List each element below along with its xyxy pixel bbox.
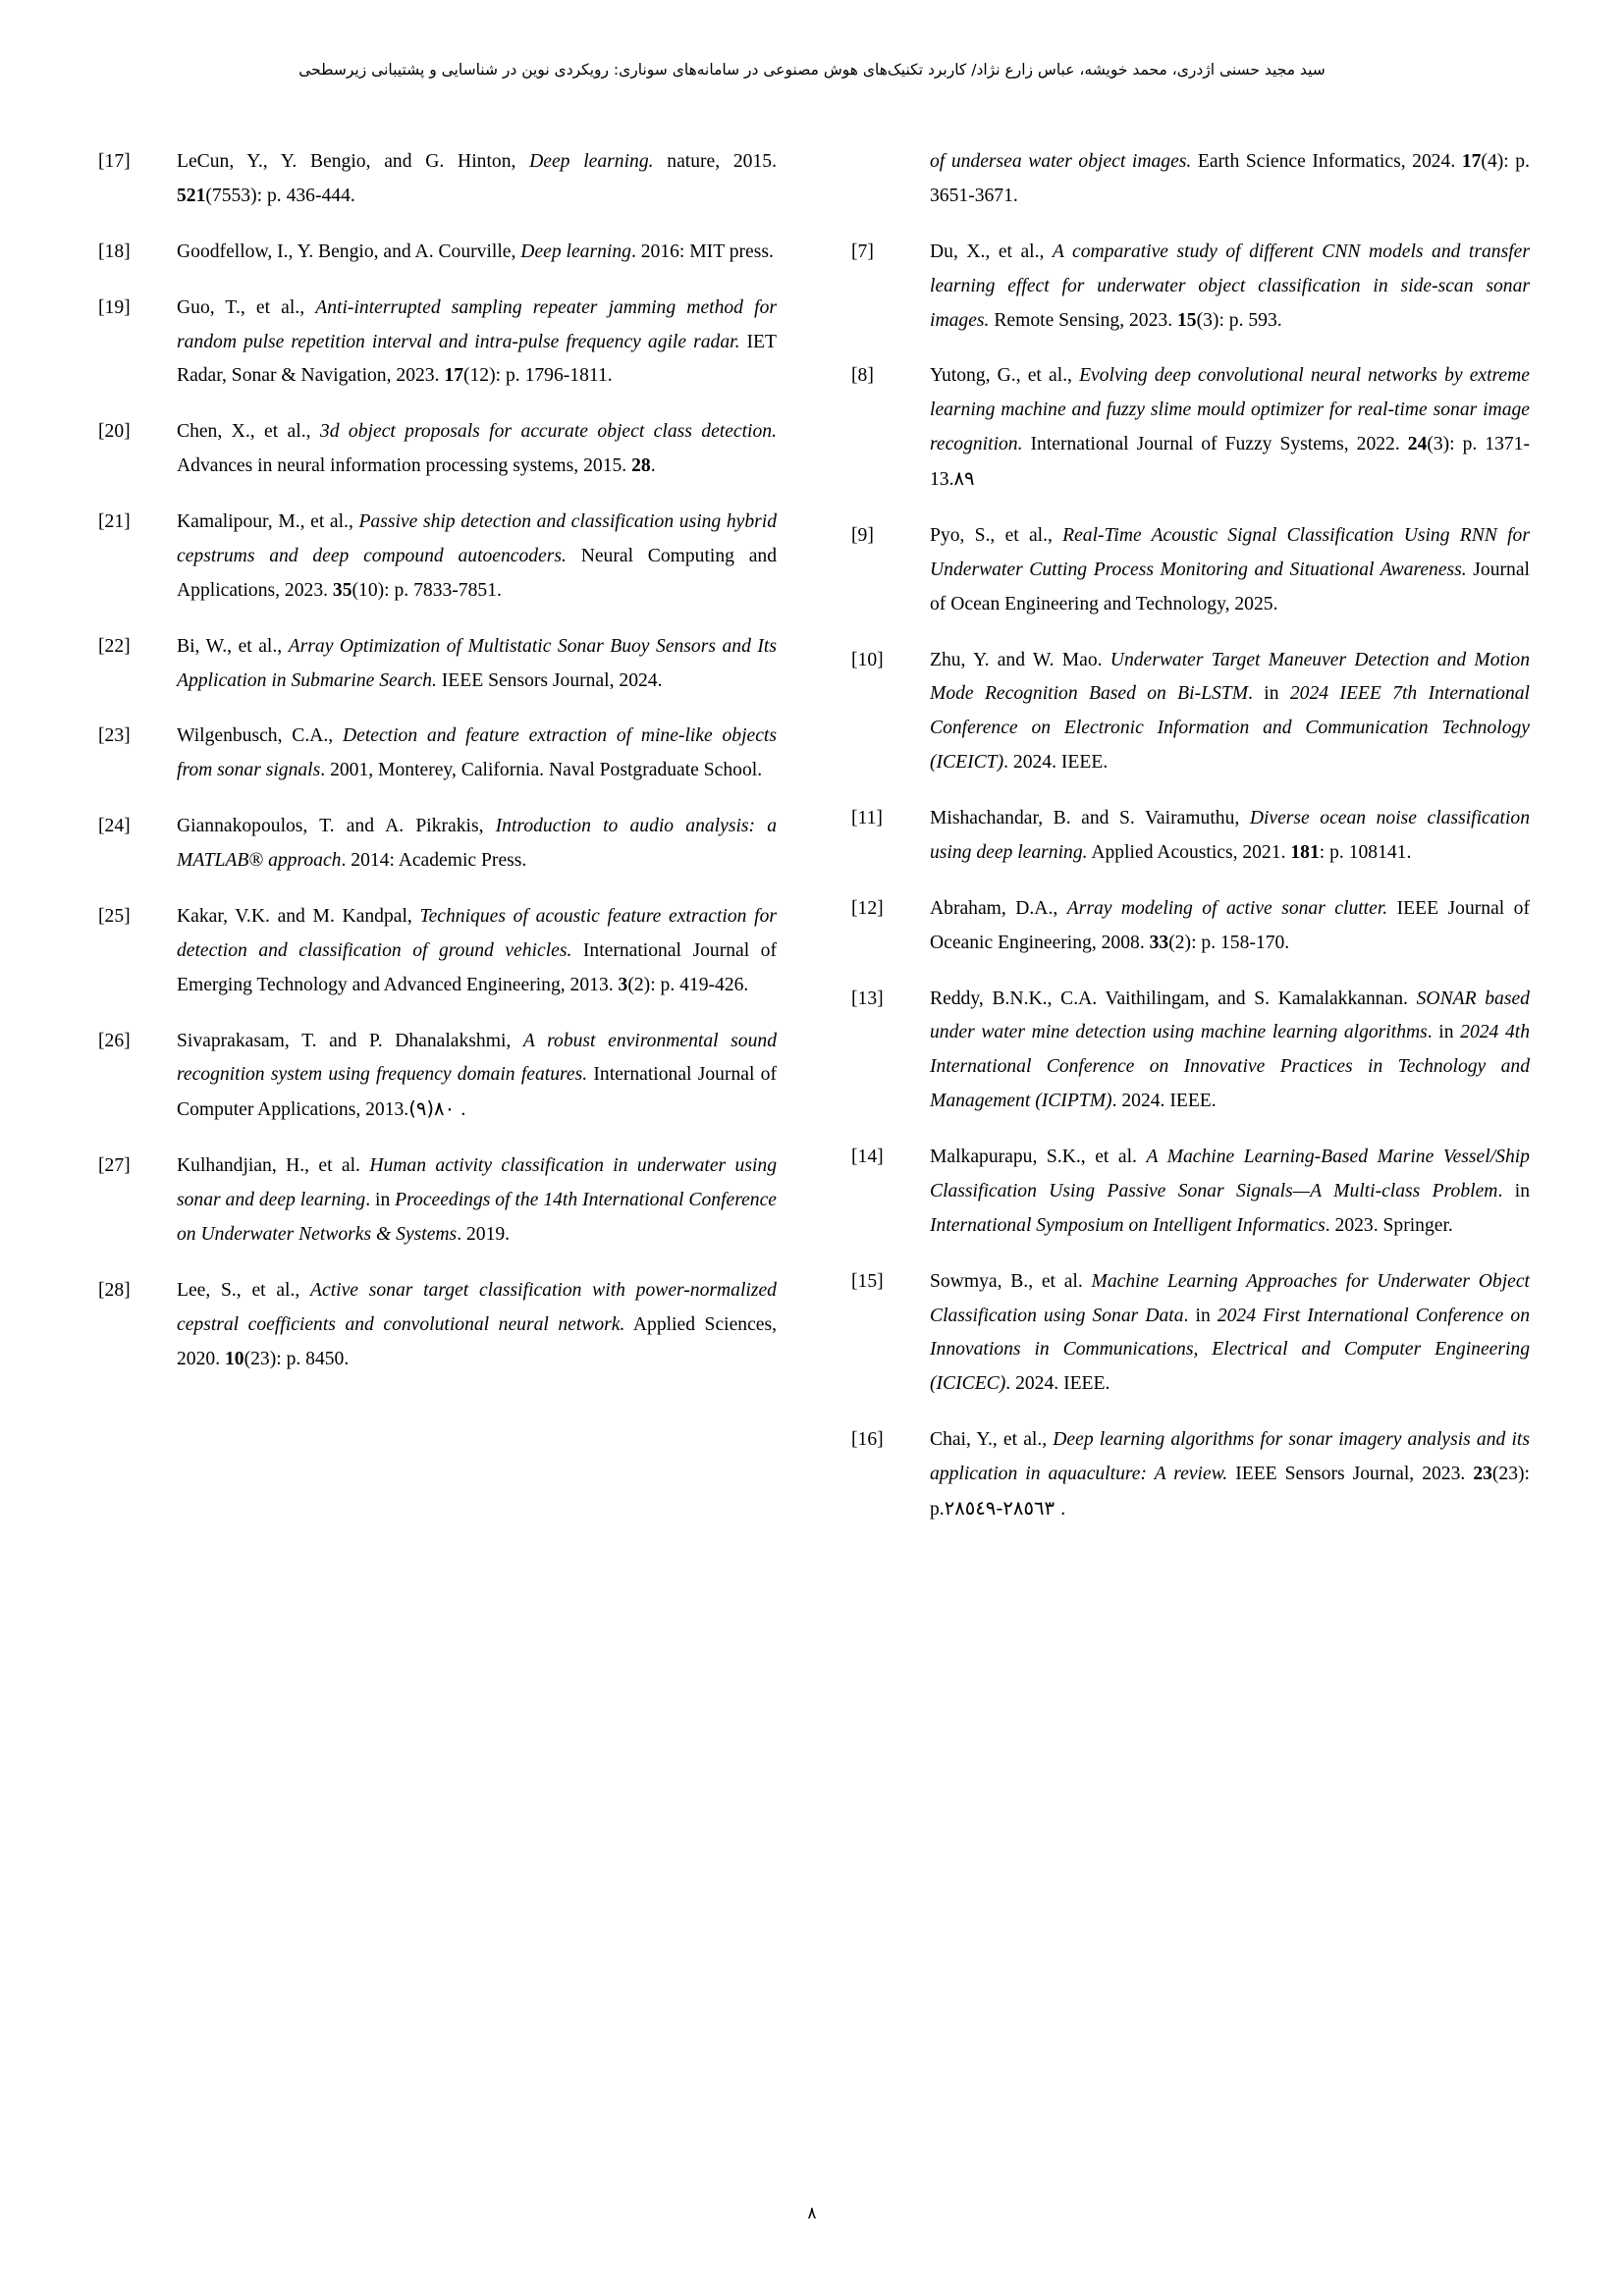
reference-number: [13] bbox=[851, 988, 884, 1009]
reference-number: [20] bbox=[98, 421, 131, 443]
reference-text: Pyo, S., et al., Real-Time Acoustic Signal Classification Using RNN for Underwater Cutting Process Monitoring and Situational Awareness. Journal of Ocean Engineering and Technology, 2025. bbox=[930, 524, 1530, 614]
reference-entry bbox=[849, 1265, 1530, 1403]
reference-text: Yutong, G., et al., Evolving deep convolutional neural networks by extreme learning machine and fuzzy slime mould optimizer for real-time sonar image recognition. International Journal of Fuzzy Systems, 2022. 24(3): p. 1371-13.٨٩ bbox=[930, 365, 1531, 490]
reference-text: Mishachandar, B. and S. Vairamuthu, Diverse ocean noise classification using deep learning. Applied Acoustics, 2021. 181: p. 108141. bbox=[930, 808, 1530, 863]
reference-text: Kulhandjian, H., et al. Human activity classification in underwater using sonar and deep learning. in Proceedings of the 14th International Conference on Underwater Networks & Systems. 2019. bbox=[177, 1155, 777, 1245]
reference-text: Malkapurapu, S.K., et al. A Machine Learning-Based Marine Vessel/Ship Classification Using Passive Sonar Signals—A Multi-class Problem. in International Symposium on Intelligent Informatics. 2023. Springer. bbox=[930, 1147, 1530, 1236]
reference-text: of undersea water object images. Earth Science Informatics, 2024. 17(4): p. 3651-3671. bbox=[930, 151, 1530, 206]
reference-text: Sowmya, B., et al. Machine Learning Approaches for Underwater Object Classification using Sonar Data. in 2024 First International Conference on Innovations in Communications, Electrical and Computer Engineering (ICICEC). 2024. IEEE. bbox=[930, 1270, 1530, 1395]
reference-number: [14] bbox=[851, 1147, 884, 1167]
reference-entry bbox=[96, 630, 777, 699]
reference-number: [18] bbox=[98, 240, 131, 262]
reference-entry bbox=[849, 145, 1530, 214]
right-column bbox=[849, 145, 1530, 1549]
reference-number: [12] bbox=[851, 897, 884, 919]
reference-entry bbox=[96, 1025, 777, 1129]
reference-text: Sivaprakasam, T. and P. Dhanalakshmi, A robust environmental sound recognition system using frequency domain features. International Journal of Computer Applications, 2013.(٩)٨٠ . bbox=[177, 1030, 777, 1121]
reference-text: Guo, T., et al., Anti-interrupted sampling repeater jamming method for random pulse repetition interval and intra-pulse frequency agile radar. IET Radar, Sonar & Navigation, 2023. 17(12): p. 1796-1811. bbox=[177, 296, 777, 387]
reference-number: [15] bbox=[851, 1270, 884, 1292]
reference-text: Abraham, D.A., Array modeling of active sonar clutter. IEEE Journal of Oceanic Engineering, 2008. 33(2): p. 158-170. bbox=[930, 897, 1530, 953]
reference-entry bbox=[849, 802, 1530, 871]
reference-entry bbox=[849, 1141, 1530, 1244]
reference-entry bbox=[849, 983, 1530, 1120]
reference-number: [8] bbox=[851, 365, 874, 387]
reference-number: [16] bbox=[851, 1429, 884, 1451]
reference-entry bbox=[96, 506, 777, 609]
reference-entry bbox=[849, 359, 1530, 498]
reference-number: [17] bbox=[98, 151, 131, 172]
reference-entry bbox=[96, 1149, 777, 1253]
reference-entry bbox=[96, 810, 777, 879]
reference-entry bbox=[96, 415, 777, 484]
reference-text: Chai, Y., et al., Deep learning algorithms for sonar imagery analysis and its application in aquaculture: A review. IEEE Sensors Journal, 2023. 23(23): p.٢٨٥٦٣-٢٨٥٤٩ . bbox=[930, 1429, 1530, 1520]
reference-entry bbox=[849, 892, 1530, 961]
reference-number: [9] bbox=[851, 524, 874, 546]
reference-entry bbox=[96, 900, 777, 1003]
reference-entry bbox=[96, 292, 777, 395]
reference-number: [26] bbox=[98, 1030, 131, 1051]
reference-text: Chen, X., et al., 3d object proposals for accurate object class detection. Advances in neural information processing systems, 2015. 28. bbox=[177, 421, 777, 477]
reference-entry bbox=[849, 1423, 1530, 1527]
reference-text: Giannakopoulos, T. and A. Pikrakis, Introduction to audio analysis: a MATLAB® approach. 2014: Academic Press. bbox=[177, 816, 778, 871]
reference-number: [11] bbox=[851, 808, 883, 828]
reference-entry bbox=[96, 1274, 777, 1377]
reference-text: Bi, W., et al., Array Optimization of Multistatic Sonar Buoy Sensors and Its Application in Submarine Search. IEEE Sensors Journal, 2024. bbox=[177, 635, 777, 691]
reference-text: Kamalipour, M., et al., Passive ship detection and classification using hybrid cepstrums and deep compound autoencoders. Neural Computing and Applications, 2023. 35(10): p. 7833-7851. bbox=[177, 511, 777, 601]
reference-entry bbox=[96, 720, 777, 788]
page-number: ٨ bbox=[807, 2204, 817, 2223]
reference-number: [27] bbox=[98, 1155, 131, 1177]
reference-number: [10] bbox=[851, 649, 884, 670]
reference-number: [7] bbox=[851, 240, 874, 262]
reference-number: [23] bbox=[98, 725, 131, 747]
reference-text: Goodfellow, I., Y. Bengio, and A. Courville, Deep learning. 2016: MIT press. bbox=[177, 240, 774, 262]
reference-text: Kakar, V.K. and M. Kandpal, Techniques of acoustic feature extraction for detection and classification of ground vehicles. International Journal of Emerging Technology and Advanced Engineering, 2013. 3(2): p. 419-426. bbox=[177, 905, 777, 995]
reference-number: [22] bbox=[98, 635, 131, 657]
reference-text: Reddy, B.N.K., C.A. Vaithilingam, and S. Kamalakkannan. SONAR based under water mine detection using machine learning algorithms. in 2024 4th International Conference on Innovative Practices in Technology and Management (ICIPTM). 2024. IEEE. bbox=[930, 988, 1531, 1112]
reference-number: [28] bbox=[98, 1279, 131, 1301]
reference-number: [25] bbox=[98, 905, 131, 927]
reference-entry bbox=[96, 236, 777, 270]
reference-text: Lee, S., et al., Active sonar target classification with power-normalized cepstral coefficients and convolutional neural network. Applied Sciences, 2020. 10(23): p. 8450. bbox=[177, 1279, 777, 1369]
reference-number: [19] bbox=[98, 296, 131, 318]
two-column-body bbox=[96, 145, 1530, 1549]
running-head: سید مجید حسنی اژدری، محمد خویشه، عباس زارع نژاد/ کاربرد تکنیک‌های هوش مصنوعی در سامانه‌های سوناری: رویکردی نوین در شناسایی و پشتیبانی زیرسطحی bbox=[298, 61, 1326, 79]
reference-entry bbox=[849, 644, 1530, 781]
reference-text: Zhu, Y. and W. Mao. Underwater Target Maneuver Detection and Motion Mode Recognition Based on Bi-LSTM. in 2024 IEEE 7th International Conference on Electronic Information and Communication Technology (ICEICT). 2024. IEEE. bbox=[930, 649, 1530, 774]
reference-text: Wilgenbusch, C.A., Detection and feature extraction of mine-like objects from sonar signals. 2001, Monterey, California. Naval Postgraduate School. bbox=[177, 725, 777, 781]
reference-entry bbox=[96, 145, 777, 214]
reference-text: LeCun, Y., Y. Bengio, and G. Hinton, Deep learning. nature, 2015. 521(7553): p. 436-444. bbox=[177, 151, 777, 206]
reference-number: [21] bbox=[98, 511, 131, 532]
reference-text: Du, X., et al., A comparative study of different CNN models and transfer learning effect for underwater object classification in side-scan sonar images. Remote Sensing, 2023. 15(3): p. 593. bbox=[930, 240, 1530, 331]
reference-entry bbox=[849, 236, 1530, 339]
left-column bbox=[96, 145, 777, 1549]
reference-entry bbox=[849, 519, 1530, 622]
reference-number: [24] bbox=[98, 816, 131, 837]
